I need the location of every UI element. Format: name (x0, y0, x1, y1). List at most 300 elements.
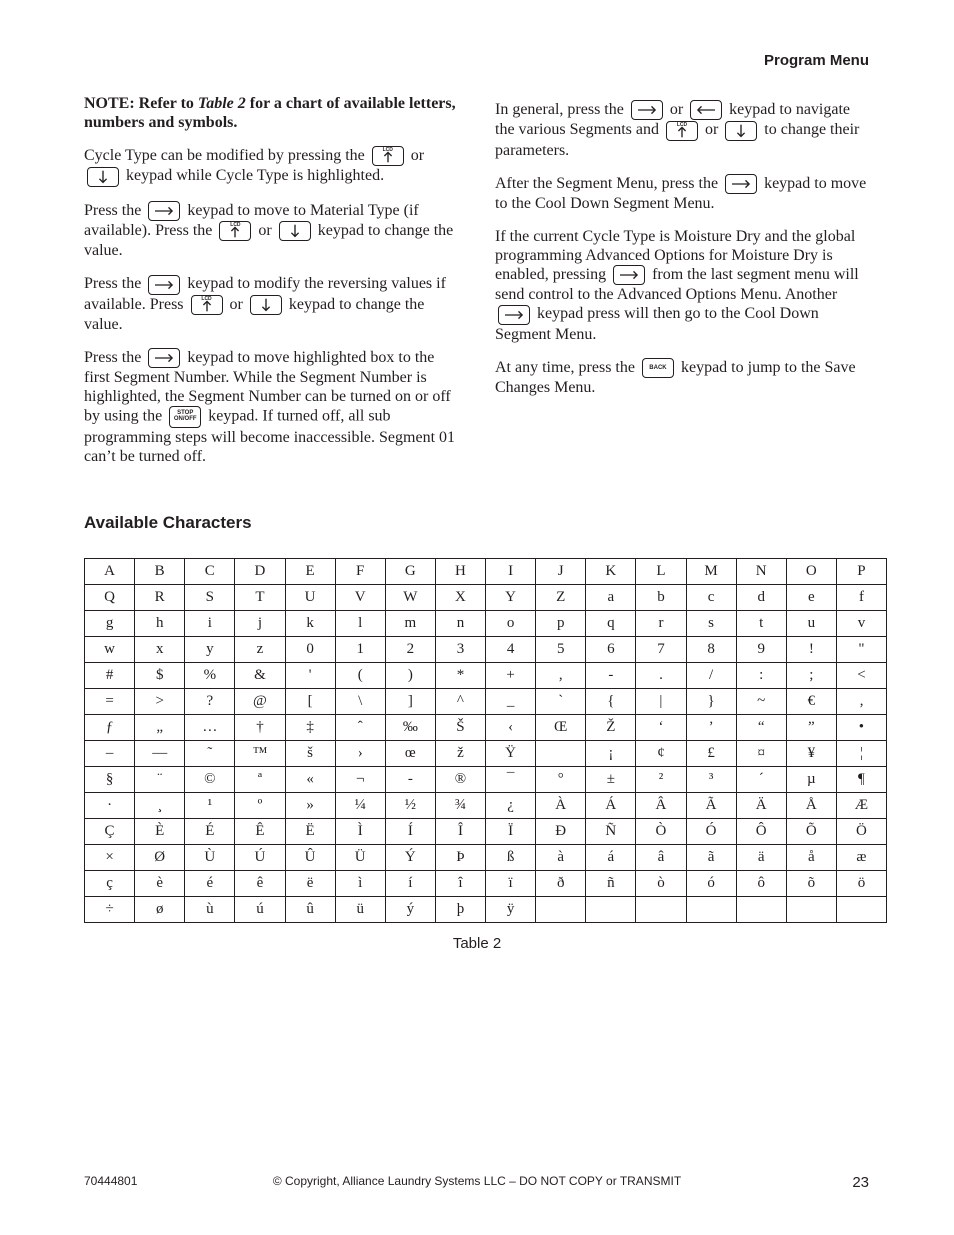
table-cell: m (385, 611, 435, 637)
table-cell: Ý (385, 845, 435, 871)
table-cell: ¥ (786, 741, 836, 767)
table-cell: ¿ (486, 793, 536, 819)
table-cell: ˜ (185, 741, 235, 767)
table-cell: = (85, 689, 135, 715)
r2-text-a: After the Segment Menu, press the (495, 174, 719, 192)
table-cell: ] (385, 689, 435, 715)
table-cell: ñ (586, 871, 636, 897)
table-cell: 6 (586, 637, 636, 663)
table-cell: á (586, 845, 636, 871)
table-cell: : (736, 663, 786, 689)
table-cell: % (185, 663, 235, 689)
table-cell: 2 (385, 637, 435, 663)
table-cell: Û (285, 845, 335, 871)
table-cell: è (135, 871, 185, 897)
lcd-label: LCD (201, 295, 212, 302)
table-row (85, 871, 887, 897)
lcd-label: LCD (676, 121, 688, 128)
p3-text-b: keypad to modify the reversing values if available. Press (84, 275, 446, 313)
table-cell: g (85, 611, 135, 637)
table-cell: ! (786, 637, 836, 663)
lcd-up-key-icon (372, 146, 404, 166)
table-cell: œ (385, 741, 435, 767)
table-cell: Ö (836, 819, 886, 845)
table-cell: Q (85, 585, 135, 611)
table-cell: Ð (536, 819, 586, 845)
table-cell: ã (686, 845, 736, 871)
right-arrow-key-icon (148, 275, 180, 295)
table-cell: $ (135, 663, 185, 689)
table-cell: í (385, 871, 435, 897)
table-cell: K (586, 559, 636, 585)
table-cell: ¼ (335, 793, 385, 819)
table-cell: « (285, 767, 335, 793)
table-cell: ± (586, 767, 636, 793)
right-arrow-key-icon (148, 201, 180, 221)
table-cell: . (636, 663, 686, 689)
table-cell: Í (385, 819, 435, 845)
table-cell: é (185, 871, 235, 897)
table-reference-link[interactable]: Table 2 (197, 95, 246, 112)
table-cell: š (285, 741, 335, 767)
table-cell: Ú (235, 845, 285, 871)
table-cell: ù (185, 897, 235, 923)
table-cell: S (185, 585, 235, 611)
table-cell: o (486, 611, 536, 637)
lcd-up-key-icon (219, 221, 251, 241)
table-cell: ) (385, 663, 435, 689)
down-arrow-key-icon (87, 167, 119, 187)
table-cell: 5 (536, 637, 586, 663)
table-cell: þ (435, 897, 485, 923)
table-cell: Ä (736, 793, 786, 819)
table-cell: < (836, 663, 886, 689)
save-changes-paragraph (495, 358, 870, 397)
table-cell: 3 (435, 637, 485, 663)
table-cell: Ë (285, 819, 335, 845)
table-cell: Ž (586, 715, 636, 741)
table-cell: Š (435, 715, 485, 741)
r3-text-a: If the current Cycle Type is Moisture Dry and the global programming Advanced Options for Moisture Dry is enabled, pressing (495, 227, 856, 283)
table-cell: w (85, 637, 135, 663)
r3-text-c: keypad press will then go to the Cool Down Segment Menu. (495, 305, 819, 343)
table-cell: ƒ (85, 715, 135, 741)
table-cell: ä (736, 845, 786, 871)
table-cell: ž (435, 741, 485, 767)
table-cell: M (686, 559, 736, 585)
down-arrow-key-icon (250, 295, 282, 315)
stop-onoff-key-icon (169, 406, 201, 428)
right-column (495, 100, 870, 411)
table-cell: 4 (486, 637, 536, 663)
table-cell: ‹ (486, 715, 536, 741)
table-cell: d (736, 585, 786, 611)
table-cell: Á (586, 793, 636, 819)
p4-text-c: keypad. If turned off, all sub programming steps will become inaccessible. Segment 01 can’t be turned off. (84, 407, 456, 466)
table-cell: c (686, 585, 736, 611)
table-cell: \ (335, 689, 385, 715)
down-arrow-key-icon (725, 121, 757, 141)
stop-key-label (170, 410, 200, 422)
lcd-up-key-icon (666, 121, 698, 141)
table-cell: ~ (736, 689, 786, 715)
table-cell: y (185, 637, 235, 663)
table-cell: × (85, 845, 135, 871)
table-cell: Ò (636, 819, 686, 845)
table-cell: _ (486, 689, 536, 715)
table-cell: ÿ (486, 897, 536, 923)
table-cell: | (636, 689, 686, 715)
table-cell: F (335, 559, 385, 585)
table-cell: ý (385, 897, 435, 923)
table-cell: # (85, 663, 135, 689)
table-cell: ² (636, 767, 686, 793)
table-cell: x (135, 637, 185, 663)
table-cell: ³ (686, 767, 736, 793)
table-cell: Œ (536, 715, 586, 741)
table-cell: Ó (686, 819, 736, 845)
table-cell: § (85, 767, 135, 793)
table-cell: W (385, 585, 435, 611)
table-cell: U (285, 585, 335, 611)
table-cell: @ (235, 689, 285, 715)
table-cell: 1 (335, 637, 385, 663)
table-cell: 8 (686, 637, 736, 663)
table-cell: ¦ (836, 741, 886, 767)
left-arrow-key-icon (690, 100, 722, 120)
p1-text-c: keypad while Cycle Type is highlighted. (126, 167, 385, 185)
table-row (85, 793, 887, 819)
table-cell: Ù (185, 845, 235, 871)
table-row (85, 663, 887, 689)
p1-text-b: or (410, 147, 425, 164)
table-cell: º (235, 793, 285, 819)
table-cell: i (185, 611, 235, 637)
available-characters-table (84, 558, 887, 923)
table-cell: s (686, 611, 736, 637)
table-cell: r (636, 611, 686, 637)
note-prefix: NOTE: Refer to (84, 95, 198, 112)
p4-text-b: keypad to move highlighted box to the first Segment Number. While the Segment Number is highlighted, the Segment Number can be turned on or off by using the (84, 348, 451, 425)
table-cell: Ø (135, 845, 185, 871)
table-cell: e (786, 585, 836, 611)
back-key-label: BACK (649, 364, 667, 371)
table-cell: ´ (736, 767, 786, 793)
table-cell: Z (536, 585, 586, 611)
table-cell: ª (235, 767, 285, 793)
table-cell: B (135, 559, 185, 585)
p3-text-d: keypad to change the value. (84, 295, 425, 333)
table-cell: ò (636, 871, 686, 897)
table-cell: ’ (686, 715, 736, 741)
left-column (84, 94, 456, 480)
table-cell: ; (786, 663, 836, 689)
navigate-paragraph (495, 100, 870, 160)
table-cell: , (536, 663, 586, 689)
table-caption: Table 2 (452, 935, 502, 952)
table-cell (786, 897, 836, 923)
table-cell: V (335, 585, 385, 611)
table-cell: " (836, 637, 886, 663)
table-cell: t (736, 611, 786, 637)
table-cell: › (335, 741, 385, 767)
p3-text-c: or (229, 295, 243, 313)
section-header: Program Menu (763, 52, 869, 69)
right-arrow-key-icon (725, 174, 757, 194)
table-cell: Ã (686, 793, 736, 819)
table-cell (836, 897, 886, 923)
table-cell: G (385, 559, 435, 585)
table-cell: ç (85, 871, 135, 897)
table-cell: ¶ (836, 767, 886, 793)
p4-text-a: Press the (84, 348, 142, 366)
table-cell: ô (736, 871, 786, 897)
table-cell: f (836, 585, 886, 611)
table-row (85, 845, 887, 871)
table-cell: q (586, 611, 636, 637)
down-arrow-key-icon (279, 221, 311, 241)
p2-text-c: or (258, 221, 272, 239)
table-cell: ú (235, 897, 285, 923)
table-cell: î (435, 871, 485, 897)
table-cell: Ô (736, 819, 786, 845)
table-cell: Î (435, 819, 485, 845)
table-cell: ¹ (185, 793, 235, 819)
table-cell: ½ (385, 793, 435, 819)
page-number: 23 (852, 1174, 869, 1191)
table-cell: a (586, 585, 636, 611)
table-cell: ü (335, 897, 385, 923)
table-cell: ˆ (335, 715, 385, 741)
table-cell: – (85, 741, 135, 767)
table-cell: 7 (636, 637, 686, 663)
table-cell: ë (285, 871, 335, 897)
table-cell (636, 897, 686, 923)
reversing-paragraph (84, 274, 456, 334)
table-cell: Ñ (586, 819, 636, 845)
table-cell: N (736, 559, 786, 585)
table-cell: ö (836, 871, 886, 897)
table-cell: ø (135, 897, 185, 923)
table-cell: ° (536, 767, 586, 793)
available-characters-title: Available Characters (84, 513, 252, 532)
table-cell (586, 897, 636, 923)
table-cell: ' (285, 663, 335, 689)
back-key-icon (642, 358, 674, 378)
table-cell: Â (636, 793, 686, 819)
table-cell: A (85, 559, 135, 585)
table-cell: P (836, 559, 886, 585)
table-cell: ¾ (435, 793, 485, 819)
table-cell: ( (335, 663, 385, 689)
table-cell: „ (135, 715, 185, 741)
table-cell: * (435, 663, 485, 689)
table-cell: C (185, 559, 235, 585)
characters-table-body (85, 559, 887, 923)
material-type-paragraph (84, 201, 456, 261)
table-cell: u (786, 611, 836, 637)
table-cell: D (235, 559, 285, 585)
table-cell: ‰ (385, 715, 435, 741)
table-cell: Ç (85, 819, 135, 845)
table-cell: ^ (435, 689, 485, 715)
table-cell: ð (536, 871, 586, 897)
table-cell: Å (786, 793, 836, 819)
table-row (85, 715, 887, 741)
table-cell: ê (235, 871, 285, 897)
p2-text-b: keypad to move to Material Type (if available). Press the (84, 201, 419, 239)
copyright-notice: © Copyright, Alliance Laundry Systems LLC – DO NOT COPY or TRANSMIT (272, 1174, 682, 1188)
table-cell: h (135, 611, 185, 637)
r1-text-a: In general, press the (495, 101, 624, 118)
table-cell: l (335, 611, 385, 637)
lcd-label: LCD (382, 147, 393, 154)
table-cell: Ÿ (486, 741, 536, 767)
r3-text-b: from the last segment menu will send control to the Advanced Options Menu. Another (495, 265, 859, 304)
table-cell: ¯ (486, 767, 536, 793)
table-cell: R (135, 585, 185, 611)
table-cell (536, 741, 586, 767)
table-cell (536, 897, 586, 923)
table-cell: † (235, 715, 285, 741)
table-cell: J (536, 559, 586, 585)
table-cell (686, 897, 736, 923)
table-cell: X (435, 585, 485, 611)
table-cell: “ (736, 715, 786, 741)
stop-label-line1: STOP (177, 410, 194, 417)
table-cell: ™ (235, 741, 285, 767)
table-cell: ¡ (586, 741, 636, 767)
table-cell: b (636, 585, 686, 611)
r1-text-c: keypad to navigate the various Segments and (495, 101, 851, 139)
table-cell: z (235, 637, 285, 663)
table-cell: õ (786, 871, 836, 897)
table-cell: { (586, 689, 636, 715)
table-cell: ” (786, 715, 836, 741)
cool-down-paragraph (495, 174, 870, 213)
table-cell: Ï (486, 819, 536, 845)
table-cell: E (285, 559, 335, 585)
lcd-up-key-icon (191, 295, 223, 315)
lcd-label: LCD (230, 222, 241, 229)
p2-text-d: keypad to change the value. (84, 221, 454, 260)
table-cell: ® (435, 767, 485, 793)
r1-text-d: or (704, 121, 719, 139)
table-cell: [ (285, 689, 335, 715)
table-cell: - (586, 663, 636, 689)
r1-text-e: to change their parameters. (495, 121, 860, 159)
table-cell: ‘ (636, 715, 686, 741)
table-cell: O (786, 559, 836, 585)
table-cell: j (235, 611, 285, 637)
document-number: 70444801 (84, 1174, 138, 1188)
table-row (85, 689, 887, 715)
table-cell: … (185, 715, 235, 741)
table-cell: 0 (285, 637, 335, 663)
table-cell: n (435, 611, 485, 637)
right-arrow-key-icon (148, 348, 180, 368)
table-cell: Æ (836, 793, 886, 819)
table-cell: ` (536, 689, 586, 715)
right-arrow-key-icon (631, 100, 663, 120)
table-cell: Þ (435, 845, 485, 871)
note-suffix: for a chart of available letters, numbers and symbols. (84, 95, 456, 131)
table-cell: â (636, 845, 686, 871)
table-cell: » (285, 793, 335, 819)
table-cell (736, 897, 786, 923)
table-cell: 9 (736, 637, 786, 663)
table-cell: / (686, 663, 736, 689)
p1-text-a: Cycle Type can be modified by pressing the (84, 147, 365, 164)
segment-number-paragraph (84, 348, 456, 466)
table-cell: Ü (335, 845, 385, 871)
table-cell: à (536, 845, 586, 871)
table-cell: ? (185, 689, 235, 715)
r2-text-b: keypad to move to the Cool Down Segment Menu. (495, 174, 867, 212)
right-arrow-key-icon (613, 265, 645, 285)
table-cell: ¬ (335, 767, 385, 793)
p2-text-a: Press the (84, 201, 142, 219)
table-cell: Ê (235, 819, 285, 845)
table-row (85, 637, 887, 663)
table-cell: å (786, 845, 836, 871)
table-cell: £ (686, 741, 736, 767)
table-cell: p (536, 611, 586, 637)
table-cell: Y (486, 585, 536, 611)
table-cell: ó (686, 871, 736, 897)
r4-text-a: At any time, press the (495, 358, 635, 376)
table-row (85, 559, 887, 585)
table-cell: Õ (786, 819, 836, 845)
table-cell: É (185, 819, 235, 845)
table-cell: ¤ (736, 741, 786, 767)
table-cell: — (135, 741, 185, 767)
table-cell: € (786, 689, 836, 715)
r1-text-b: or (669, 101, 684, 118)
table-cell: H (435, 559, 485, 585)
right-arrow-key-icon (498, 305, 530, 325)
table-cell: I (486, 559, 536, 585)
table-cell: È (135, 819, 185, 845)
stop-label-line2: ON/OFF (173, 416, 197, 423)
moisture-dry-paragraph (495, 227, 870, 344)
cycle-type-paragraph (84, 146, 456, 187)
table-cell: - (385, 767, 435, 793)
table-cell: T (235, 585, 285, 611)
table-cell: û (285, 897, 335, 923)
table-cell: • (836, 715, 886, 741)
table-cell: µ (786, 767, 836, 793)
table-cell: ¸ (135, 793, 185, 819)
table-row (85, 819, 887, 845)
table-cell: ¢ (636, 741, 686, 767)
table-cell: À (536, 793, 586, 819)
table-cell: Ì (335, 819, 385, 845)
table-row (85, 767, 887, 793)
table-row (85, 741, 887, 767)
table-cell: & (235, 663, 285, 689)
note-paragraph (84, 94, 456, 132)
table-cell: ÷ (85, 897, 135, 923)
table-cell: k (285, 611, 335, 637)
table-cell: > (135, 689, 185, 715)
table-cell: ß (486, 845, 536, 871)
table-cell: v (836, 611, 886, 637)
table-cell: æ (836, 845, 886, 871)
table-cell: ì (335, 871, 385, 897)
table-cell: L (636, 559, 686, 585)
table-cell: + (486, 663, 536, 689)
